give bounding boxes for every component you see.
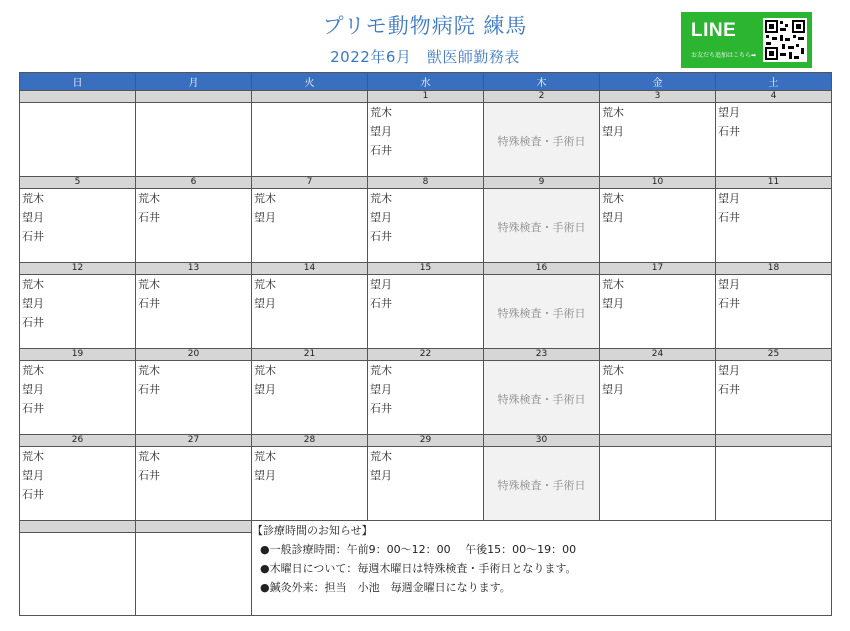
duty-cell [716,275,832,349]
date-number: 11 [716,177,832,189]
vet-name: 石井 [22,402,44,415]
duty-cell [136,361,252,435]
vet-name: 荒木 [138,364,160,377]
date-number [136,91,252,103]
duty-cell [600,361,716,435]
line-friend-badge[interactable] [681,12,812,68]
date-number: 30 [484,435,600,447]
special-exam-surgery-label: 特殊検査・手術日 [497,393,586,406]
date-number [252,91,368,103]
vet-name: 荒木 [370,450,392,463]
line-add-friend-text: お友だち追加はこちら➡ [691,52,757,59]
vet-name: 荒木 [602,192,624,205]
vet-name: 荒木 [138,450,160,463]
vet-name: 望月 [254,297,276,310]
vet-name: 荒木 [138,192,160,205]
date-number: 17 [600,263,716,275]
date-number-row [20,263,832,275]
duty-cell [716,361,832,435]
date-number: 8 [368,177,484,189]
special-day-cell [484,275,600,349]
special-exam-surgery-label: 特殊検査・手術日 [497,307,586,320]
vet-name: 望月 [370,469,392,482]
vet-name: 荒木 [22,278,44,291]
duty-cell [600,275,716,349]
duty-row [20,275,832,349]
date-number: 21 [252,349,368,361]
weekday-sat: 土 [716,73,832,91]
date-number: 1 [368,91,484,103]
notice-line: ●木曜日について：毎週木曜日は特殊検査・手術日となります。 [260,562,577,575]
date-number: 12 [20,263,136,275]
duty-row [20,189,832,263]
duty-cell [20,189,136,263]
vet-name: 石井 [718,297,740,310]
vet-name: 望月 [22,297,44,310]
clinic-notice [252,521,832,616]
date-number-row [20,435,832,447]
duty-cell [368,189,484,263]
date-number: 10 [600,177,716,189]
vet-name: 荒木 [370,192,392,205]
blank-cell [20,533,136,616]
date-number: 23 [484,349,600,361]
notice-top-row [20,521,832,533]
duty-cell [600,189,716,263]
vet-name: 望月 [254,383,276,396]
vet-name: 荒木 [254,364,276,377]
duty-cell [20,103,136,177]
date-number: 27 [136,435,252,447]
vet-name: 望月 [370,211,392,224]
weekday-tue: 火 [252,73,368,91]
notice-line: ●一般診療時間：午前9：00～12：00 午後15：00～19：00 [260,543,577,556]
date-number: 18 [716,263,832,275]
notice-line: ●鍼灸外来：担当 小池 毎週金曜日になります。 [260,581,511,594]
vet-name: 望月 [602,383,624,396]
special-exam-surgery-label: 特殊検査・手術日 [497,135,586,148]
vet-name: 荒木 [602,364,624,377]
qr-code-icon[interactable] [763,18,807,62]
date-number: 25 [716,349,832,361]
vet-name: 荒木 [254,278,276,291]
duty-cell [136,275,252,349]
vet-name: 望月 [602,211,624,224]
vet-name: 石井 [370,144,392,157]
vet-name: 荒木 [370,106,392,119]
vet-name: 石井 [370,297,392,310]
duty-row [20,447,832,521]
blank-number-cell [136,521,252,533]
vet-name: 荒木 [22,192,44,205]
vet-name: 荒木 [370,364,392,377]
date-number: 13 [136,263,252,275]
date-number: 28 [252,435,368,447]
vet-name: 石井 [138,469,160,482]
date-number: 16 [484,263,600,275]
duty-cell [136,189,252,263]
vet-name: 荒木 [602,106,624,119]
weekday-sun: 日 [20,73,136,91]
date-number: 19 [20,349,136,361]
special-day-cell [484,103,600,177]
vet-name: 石井 [138,383,160,396]
duty-cell [252,103,368,177]
duty-cell [20,275,136,349]
date-number-row [20,349,832,361]
weekday-mon: 月 [136,73,252,91]
vet-name: 望月 [602,297,624,310]
weekday-wed: 水 [368,73,484,91]
vet-name: 望月 [370,125,392,138]
vet-name: 望月 [602,125,624,138]
date-number: 29 [368,435,484,447]
page-subtitle: 2022年6月 獣医師勤務表 [330,48,520,66]
date-number-row [20,177,832,189]
special-exam-surgery-label: 特殊検査・手術日 [497,479,586,492]
vet-name: 荒木 [254,192,276,205]
duty-cell [252,275,368,349]
vet-name: 石井 [718,211,740,224]
weekday-header-row [20,73,832,91]
weekday-thu: 木 [484,73,600,91]
vet-name: 石井 [718,125,740,138]
date-number: 5 [20,177,136,189]
duty-cell [716,103,832,177]
duty-cell [20,447,136,521]
vet-name: 荒木 [254,450,276,463]
vet-name: 石井 [718,383,740,396]
date-number: 7 [252,177,368,189]
duty-cell [368,361,484,435]
vet-name: 望月 [254,469,276,482]
duty-cell [600,447,716,521]
duty-row [20,361,832,435]
vet-name: 望月 [22,469,44,482]
date-number: 14 [252,263,368,275]
vet-name: 石井 [138,211,160,224]
vet-name: 石井 [370,230,392,243]
duty-cell [368,447,484,521]
date-number: 6 [136,177,252,189]
date-number: 2 [484,91,600,103]
date-number [716,435,832,447]
line-logo-text: LINE [691,20,737,41]
duty-cell [20,361,136,435]
date-number-row [20,91,832,103]
duty-cell [600,103,716,177]
vet-name: 望月 [370,278,392,291]
weekday-fri: 金 [600,73,716,91]
special-day-cell [484,189,600,263]
date-number: 26 [20,435,136,447]
vet-name: 荒木 [22,364,44,377]
notice-heading: 【診療時間のお知らせ】 [252,524,373,537]
vet-name: 望月 [718,278,740,291]
blank-cell [136,533,252,616]
vet-name: 望月 [718,106,740,119]
date-number: 4 [716,91,832,103]
date-number [600,435,716,447]
duty-cell [252,189,368,263]
duty-cell [252,361,368,435]
date-number: 20 [136,349,252,361]
date-number: 3 [600,91,716,103]
special-exam-surgery-label: 特殊検査・手術日 [497,221,586,234]
vet-name: 望月 [718,364,740,377]
date-number: 15 [368,263,484,275]
vet-name: 望月 [22,383,44,396]
duty-cell [368,275,484,349]
vet-name: 石井 [138,297,160,310]
duty-calendar [19,72,832,616]
duty-cell [252,447,368,521]
special-day-cell [484,361,600,435]
duty-row [20,103,832,177]
date-number: 9 [484,177,600,189]
date-number [20,91,136,103]
vet-name: 荒木 [22,450,44,463]
duty-cell [368,103,484,177]
page-title: プリモ動物病院 練馬 [322,14,528,38]
blank-number-cell [20,521,136,533]
date-number: 24 [600,349,716,361]
date-number: 22 [368,349,484,361]
special-day-cell [484,447,600,521]
duty-cell [136,447,252,521]
vet-name: 荒木 [138,278,160,291]
vet-name: 望月 [254,211,276,224]
duty-cell [716,447,832,521]
vet-name: 望月 [22,211,44,224]
vet-name: 望月 [718,192,740,205]
vet-name: 石井 [22,230,44,243]
vet-name: 石井 [370,402,392,415]
vet-name: 望月 [370,383,392,396]
duty-cell [136,103,252,177]
duty-cell [716,189,832,263]
vet-name: 荒木 [602,278,624,291]
vet-name: 石井 [22,316,44,329]
vet-name: 石井 [22,488,44,501]
